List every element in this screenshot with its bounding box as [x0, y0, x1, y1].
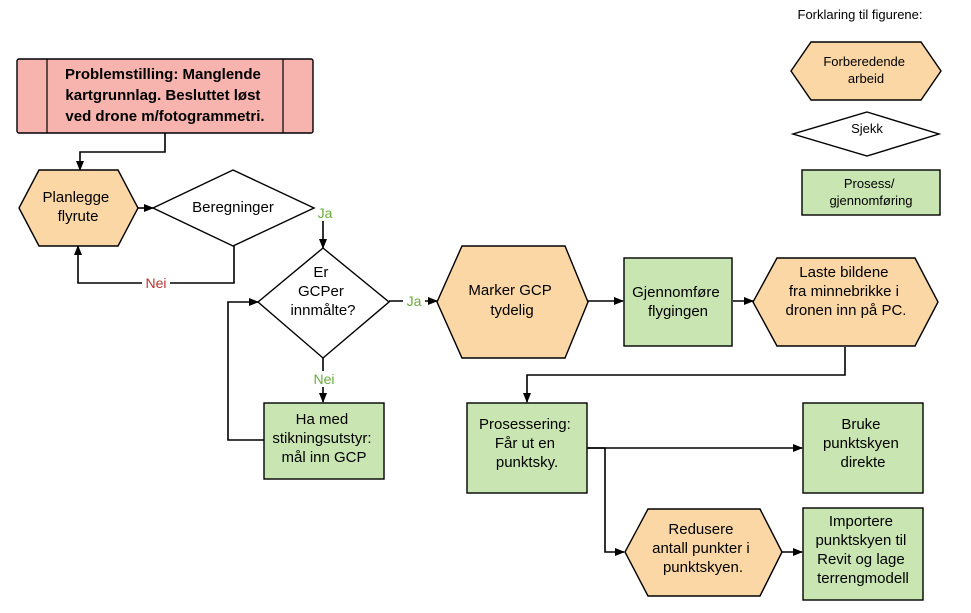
beregninger-label: Beregninger — [192, 199, 274, 216]
node-gjennomfore — [624, 258, 732, 346]
edge-label-ja-beregninger: Ja — [317, 205, 333, 221]
legend-title: Forklaring til figurene: — [797, 7, 923, 22]
node-ha-med — [264, 403, 384, 479]
legend-rectangle-label: Prosess/ gjennomføring — [829, 176, 913, 208]
edge-ha-med-to-gcp-check — [228, 302, 264, 440]
marker-label: Marker GCP tydelig — [468, 282, 552, 319]
importere-label: Importere punktskyen til Revit og lage terrengmodell — [815, 513, 909, 587]
edge-label-ja-gcp: Ja — [406, 293, 422, 309]
node-bruke-punktskyen — [803, 403, 923, 493]
legend-item-preparation — [791, 42, 941, 100]
node-importere — [803, 508, 923, 600]
edge-label-nei-beregninger: Nei — [145, 275, 167, 291]
legend-hexagon-label: Forberedende arbeid — [823, 54, 906, 86]
node-problem — [17, 59, 313, 133]
prosessering-label: Prosessering: Får ut en punktsky. — [479, 416, 571, 471]
node-marker-gcp — [437, 246, 588, 358]
ha-med-label: Ha med stikningsutstyr: mål inn GCP — [272, 411, 372, 466]
node-gcp-check — [258, 248, 389, 358]
node-laste-bildene — [753, 258, 938, 346]
node-planlegge-flyrute — [19, 170, 138, 246]
node-prosessering — [467, 403, 587, 493]
laste-label: Laste bildene fra minnebrikke i dronen inn på PC. — [785, 264, 907, 319]
problem-label: Problemstilling: Manglende kartgrunnlag. Besluttet løst ved drone m/fotogrammetri. — [64, 66, 265, 125]
bruke-label: Bruke punktskyen direkte — [822, 416, 899, 471]
edge-problem-to-planlegge — [80, 133, 165, 170]
legend — [791, 7, 941, 215]
gjennomfore-box — [624, 258, 732, 346]
legend-item-check — [793, 112, 939, 156]
redusere-label: Redusere antall punkter i punktskyen. — [652, 521, 750, 576]
gcp-check-label: Er GCPer innmålte? — [290, 264, 356, 319]
legend-item-process — [802, 170, 940, 215]
edge-laste-to-prosessering — [527, 347, 845, 402]
edge-label-nei-gcp: Nei — [313, 371, 335, 387]
node-redusere — [625, 509, 782, 596]
node-beregninger — [153, 170, 314, 246]
edge-prosessering-to-redusere — [587, 448, 624, 552]
gjennomfore-label: Gjennomføre flygingen — [632, 284, 720, 320]
planlegge-label: Planlegge flyrute — [42, 189, 110, 225]
legend-diamond-label: Sjekk — [851, 121, 883, 136]
